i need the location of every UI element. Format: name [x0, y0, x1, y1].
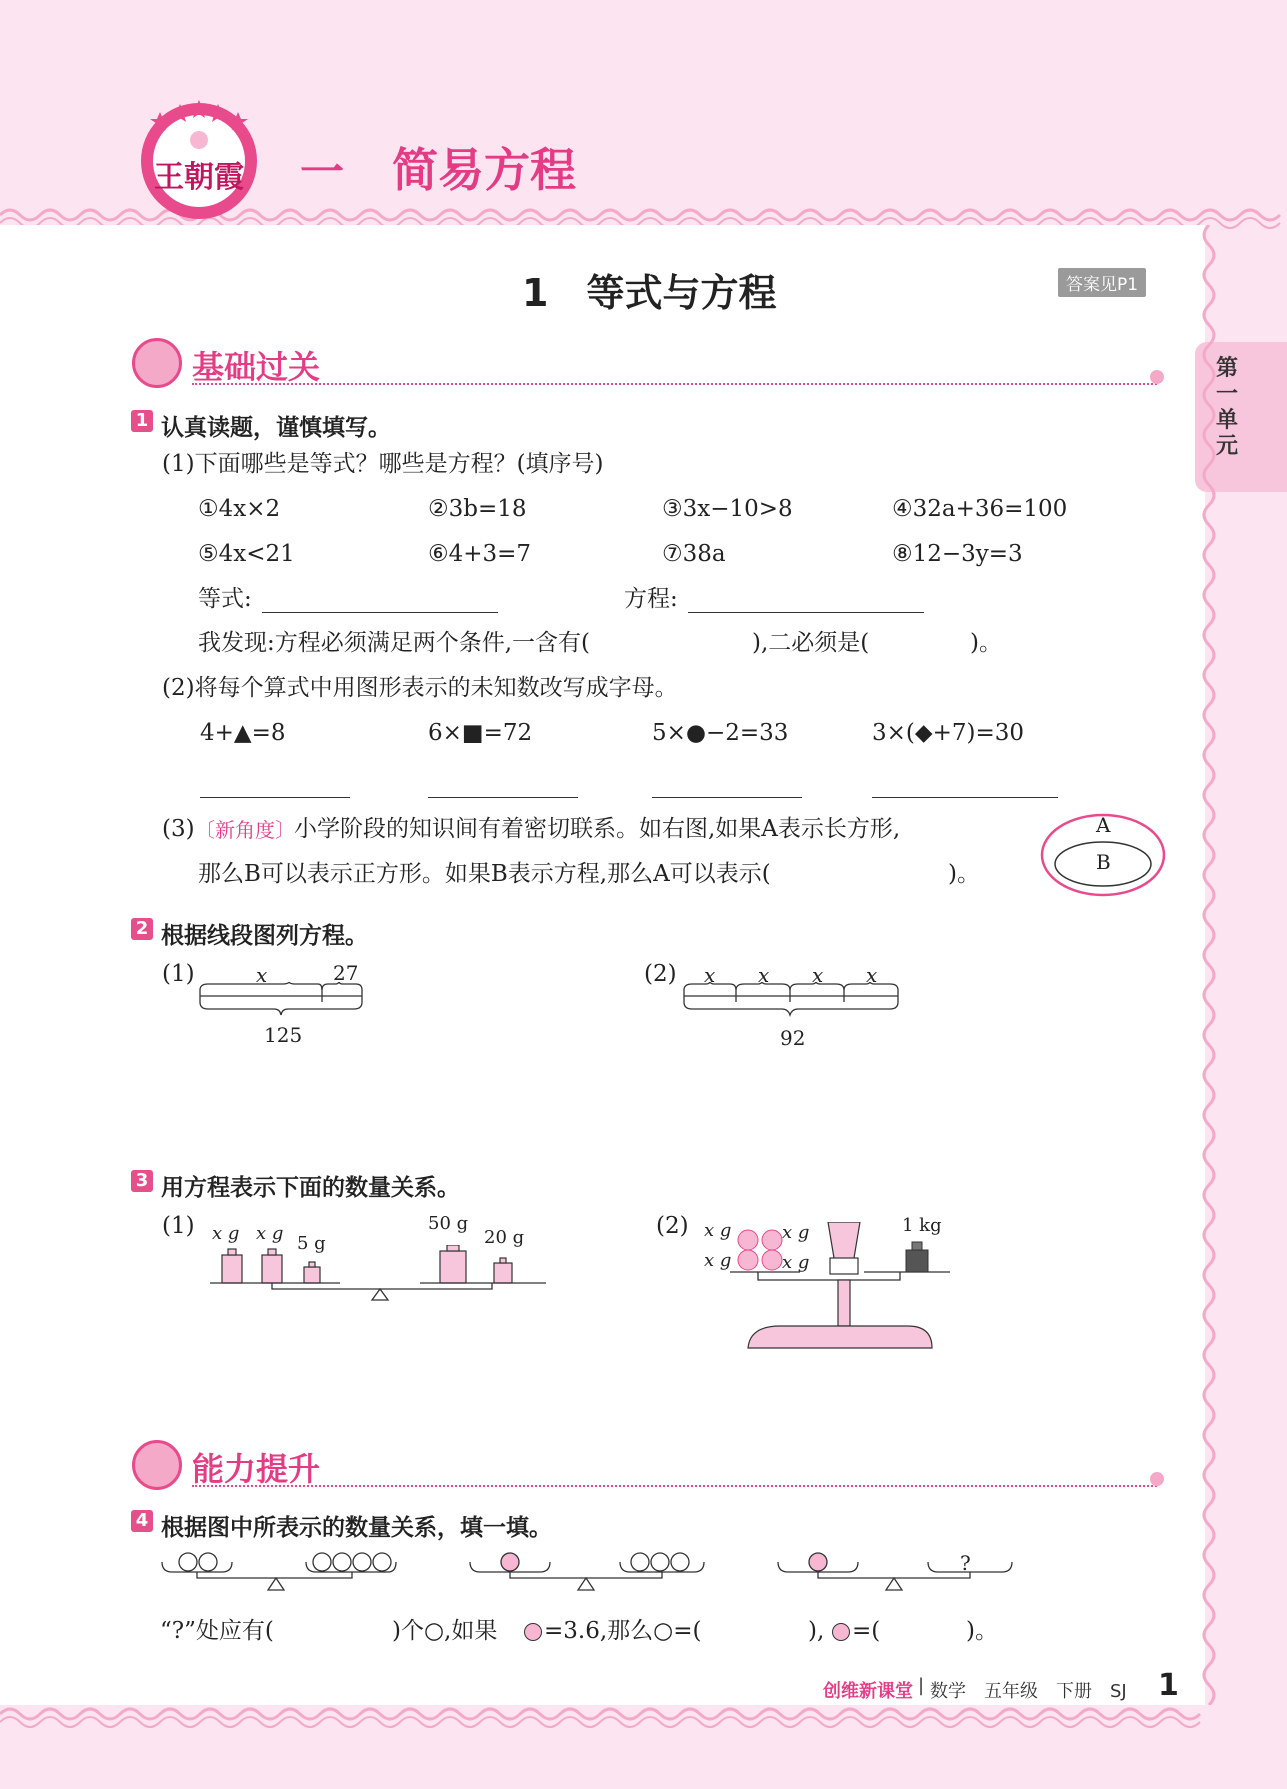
shape-expr: 6×■=72: [428, 720, 533, 746]
shape-answer-line[interactable]: [200, 797, 350, 798]
diagram1-label: (1): [162, 961, 195, 987]
q4-answer-c: =3.6,那么○=(: [544, 1618, 702, 1644]
scale2-weight: x g: [782, 1252, 810, 1273]
balance-diagram-2: [468, 1548, 708, 1596]
section-dots: [1150, 370, 1164, 384]
scale1-weight: x g: [256, 1223, 284, 1244]
question-title: 根据线段图列方程。: [161, 923, 368, 949]
equation-answer-line[interactable]: [688, 612, 924, 613]
venn-label-a: A: [1096, 813, 1111, 837]
new-angle-tag: 〔新角度〕: [195, 818, 295, 842]
scale1-weight: x g: [212, 1223, 240, 1244]
logo: [138, 100, 260, 222]
diagram2-x: x: [866, 963, 878, 987]
logo-text: 王朝霞: [154, 160, 244, 195]
question-number: 3: [131, 1170, 153, 1192]
chapter-number: 一: [300, 147, 344, 198]
section-dotted-line: [192, 383, 1157, 385]
q1-part3-line2b: )。: [948, 861, 980, 887]
wavy-border-bottom: [0, 1700, 1287, 1740]
balance-scale-1: [210, 1245, 550, 1303]
diagram2-total: 92: [780, 1026, 806, 1050]
shape-expr: 4+▲=8: [200, 720, 286, 746]
shape-answer-line[interactable]: [872, 797, 1058, 798]
section-dots: [1150, 1472, 1164, 1486]
question-number: 4: [131, 1510, 153, 1532]
question-number: 1: [131, 410, 153, 432]
diagram2-x: x: [758, 963, 770, 987]
balance-diagram-3: [776, 1548, 1016, 1596]
side-tab-char: 一: [1215, 382, 1238, 407]
footer-divider: |: [918, 1675, 925, 1696]
q1-part3-prefix: (3): [162, 816, 195, 842]
diagram1-x: x: [256, 963, 268, 987]
q4-answer-e: =(: [852, 1618, 881, 1644]
diagram1-total: 125: [264, 1023, 303, 1047]
shape-expr: 5×●−2=33: [652, 720, 789, 746]
scale1-weight: 5 g: [297, 1233, 326, 1254]
footer-brand: 创维新课堂: [823, 1681, 913, 1702]
side-tab-char: 元: [1215, 434, 1238, 459]
section-dotted-line: [192, 1485, 1157, 1487]
footer-info: 数学 五年级 下册 SJ: [930, 1681, 1127, 1702]
q1-part3-line2a: 那么B可以表示正方形。如果B表示方程,那么A可以表示(: [198, 861, 771, 887]
equation-label: 方程:: [624, 586, 678, 612]
chapter-title: 简易方程: [392, 143, 576, 197]
discover-text-c: )。: [970, 630, 1002, 656]
segment-diagram-1: [198, 982, 368, 1022]
unknown-mark: ?: [960, 1551, 971, 1575]
lesson-title: 1 等式与方程: [522, 271, 777, 315]
q1-part1-text: (1)下面哪些是等式？哪些是方程？(填序号): [162, 451, 604, 477]
q4-answer-b: )个○,如果: [392, 1618, 498, 1644]
q1-item: ③3x−10>8: [662, 496, 793, 522]
venn-label-b: B: [1096, 850, 1111, 874]
pink-ball-icon: [524, 1623, 542, 1641]
q4-answer-a: “?”处应有(: [160, 1618, 274, 1644]
scale1-weight: 20 g: [484, 1227, 525, 1248]
scale2-weight: x g: [782, 1222, 810, 1243]
header-band: [0, 0, 1287, 225]
section-title-advanced: 能力提升: [192, 1450, 321, 1488]
q1-item: ②3b=18: [428, 496, 527, 522]
diagram2-x: x: [704, 963, 716, 987]
q1-item: ⑧12−3y=3: [892, 541, 1023, 567]
balance-scale-2: [720, 1222, 960, 1354]
equality-label: 等式:: [198, 586, 252, 612]
q1-item: ④32a+36=100: [892, 496, 1068, 522]
section-icon: [132, 1440, 182, 1490]
shape-expr: 3×(◆+7)=30: [872, 720, 1024, 746]
scale1-weight: 50 g: [428, 1213, 469, 1234]
discover-text-b: ),二必须是(: [752, 630, 870, 656]
segment-diagram-2: [682, 982, 902, 1022]
scale2-kg: 1 kg: [902, 1215, 942, 1236]
scale1-label: (1): [162, 1213, 195, 1239]
diagram1-27: 27: [333, 961, 359, 985]
section-title-basic: 基础过关: [192, 348, 321, 386]
diagram2-label: (2): [644, 961, 677, 987]
diagram2-x: x: [812, 963, 824, 987]
answer-ref: 答案见P1: [1058, 268, 1146, 297]
equality-answer-line[interactable]: [262, 612, 498, 613]
scale2-weight: x g: [704, 1220, 732, 1241]
q4-answer-f: )。: [966, 1618, 998, 1644]
q1-part3-line1: 小学阶段的知识间有着密切联系。如右图,如果A表示长方形,: [294, 816, 901, 842]
q4-answer-d: ),: [808, 1618, 825, 1644]
page-number: 1: [1158, 1668, 1179, 1703]
question-number: 2: [131, 918, 153, 940]
section-icon: [132, 338, 182, 388]
q1-part2-text: (2)将每个算式中用图形表示的未知数改写成字母。: [162, 675, 678, 701]
shape-answer-line[interactable]: [652, 797, 802, 798]
question-title: 认真读题，谨慎填写。: [161, 415, 391, 441]
discover-text-a: 我发现:方程必须满足两个条件,一含有(: [198, 630, 591, 656]
shape-answer-line[interactable]: [428, 797, 578, 798]
side-tab-char: 单: [1215, 408, 1238, 433]
q1-item: ①4x×2: [198, 496, 281, 522]
pink-ball-icon: [832, 1623, 850, 1641]
side-tab-char: 第: [1215, 356, 1238, 381]
wavy-border-right: [1195, 225, 1225, 1705]
question-title: 根据图中所表示的数量关系，填一填。: [161, 1515, 552, 1541]
balance-diagram-1: [160, 1548, 400, 1596]
q1-item: ⑦38a: [662, 541, 726, 567]
question-title: 用方程表示下面的数量关系。: [161, 1175, 460, 1201]
q1-item: ⑥4+3=7: [428, 541, 532, 567]
scale2-weight: x g: [704, 1250, 732, 1271]
q1-item: ⑤4x<21: [198, 541, 295, 567]
scale2-label: (2): [656, 1213, 689, 1239]
